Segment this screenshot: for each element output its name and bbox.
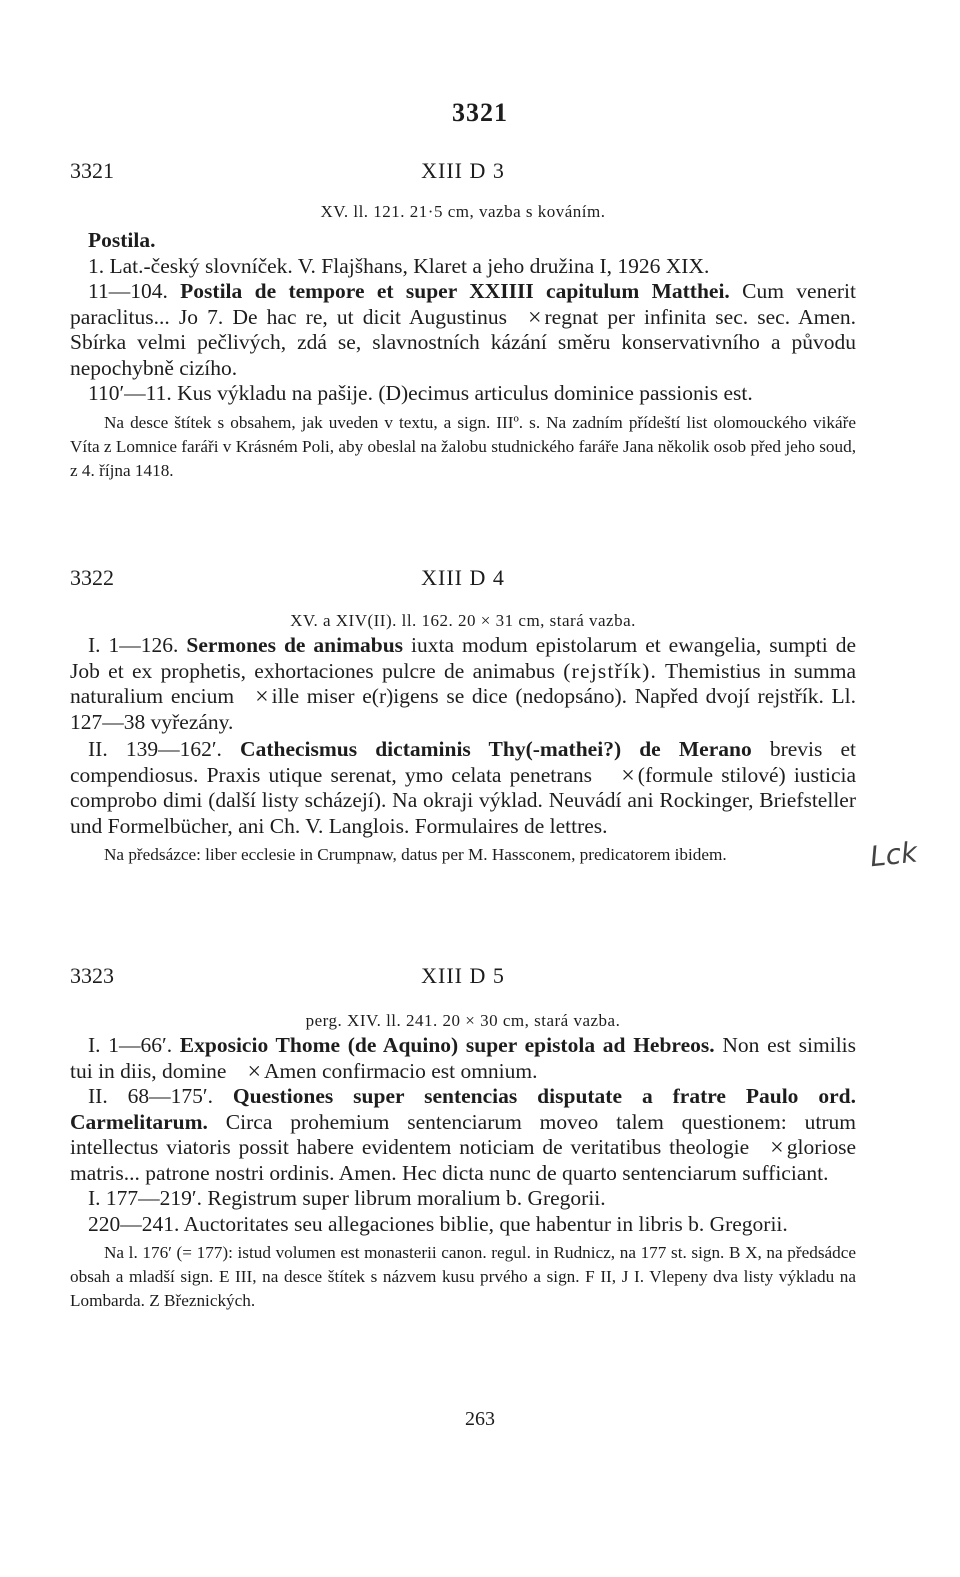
shelf-signature: XIII D 4 bbox=[421, 565, 505, 590]
cross-mark-icon: × bbox=[255, 684, 269, 710]
cross-mark-icon: × bbox=[527, 304, 542, 331]
content-text: Themistius in summa naturalium encium bbox=[70, 658, 857, 708]
work-title: Cathecismus dictaminis Thy(-mathei?) de Merano bbox=[240, 737, 752, 761]
folio-range: II. 139—162′. bbox=[88, 737, 222, 761]
content-line: I. 177—219′. Registrum super librum moralium b. Gregorii. bbox=[88, 1186, 606, 1210]
physical-description: perg. XIV. ll. 241. 20 × 30 cm, stará vazba. bbox=[305, 1011, 621, 1030]
work-title: Postila de tempore et super XXIIII capitulum Matthei. bbox=[180, 279, 730, 303]
folio-range: I. 1—66′. bbox=[88, 1033, 173, 1057]
running-head: 3321 bbox=[452, 98, 508, 127]
shelf-signature: XIII D 3 bbox=[421, 158, 505, 183]
content-paragraph bbox=[70, 737, 856, 839]
content-text: (formule stilové) iusticia comprobo dimi (další listy scházejí). Na okraji výklad. Neuvádí ani Rockinger, Briefsteller und Formelbücher, ani Ch. V. Langlois. Formulaires de lettres. bbox=[70, 762, 856, 838]
cross-mark-icon: × bbox=[247, 1058, 262, 1085]
incipit: Cum venerit paraclitus... Jo 7. De hac re, ut dicit Augustinus bbox=[70, 279, 856, 329]
work-title: Questiones super sentencias disputate a fratre Paulo ord. Carmelitarum. bbox=[70, 1084, 856, 1134]
content-paragraph bbox=[70, 1033, 856, 1084]
physical-description: XV. a XIV(II). ll. 162. 20 × 31 cm, stará vazba. bbox=[290, 611, 636, 630]
content-paragraph bbox=[70, 1084, 856, 1186]
manuscript-title: Postila. bbox=[88, 228, 156, 252]
page-number: 263 bbox=[465, 1408, 495, 1430]
handwritten-margin-note: Lck bbox=[868, 835, 919, 874]
content-line: 220—241. Auctoritates seu allegaciones biblie, que habentur in libris b. Gregorii. bbox=[88, 1211, 788, 1236]
entry-number: 3323 bbox=[70, 963, 114, 988]
folio-range: I. 1—126. bbox=[88, 633, 179, 657]
cross-mark-icon: × bbox=[621, 762, 635, 789]
provenance-note: Na l. 176′ (= 177): istud volumen est monasterii canon. regul. in Rudnicz, na 177 st. sign. B X, na předsádce obsah a mladší sign. E III, na desce štítek s názvem kusu prvého a sign. F II, J I. Vlepeny dva listy výkladu na Lombarda. Z Březnických. bbox=[70, 1243, 856, 1310]
entry-3322 bbox=[70, 565, 856, 867]
provenance-note: Na předsázce: liber ecclesie in Crumpnaw, datus per M. Hassconem, predicatorem ibidem. bbox=[104, 845, 727, 864]
content-text: iuxta modum epistolarum et ewangelia, sumpti de Job et ex prophetis, exhortaciones pulcre de animabus bbox=[70, 633, 857, 683]
entry-header bbox=[70, 158, 856, 188]
content-text: ille miser e(r)igens se dice (nedopsáno). Napřed dvojí rejstřík. Ll. 127—38 vyřezány. bbox=[70, 684, 856, 734]
content-text: brevis et compendiosus. Praxis utique serenat, ymo celata penetrans bbox=[70, 737, 857, 787]
content-text: Circa prohemium sentenciarum moveo talem questionem: utrum intellectus viatoris possit habere evidentem noticiam de veritatibus theologie bbox=[70, 1109, 857, 1159]
entry-header bbox=[70, 565, 856, 595]
folio-range: II. 68—175′. bbox=[88, 1084, 213, 1108]
content-text: Amen confirmacio est omnium. bbox=[264, 1058, 538, 1083]
physical-description: XV. ll. 121. 21·5 cm, vazba s kováním. bbox=[320, 202, 606, 221]
work-title: Sermones de animabus bbox=[186, 633, 404, 657]
content-line bbox=[70, 279, 856, 381]
content-text: Non est similis tui in diis, domine bbox=[70, 1033, 857, 1083]
explicit: regnat per infinita sec. sec. Amen. Sbírka velmi pečlivých, zdá se, slavnostních kázání směru konservativního a původu nepochybně cizího. bbox=[70, 304, 856, 380]
provenance-note: Na desce štítek s obsahem, jak uveden v textu, a sign. IIIº. s. Na zadním přídeští list olomouckého vikáře Víta z Lomnice faráři v Krásném Poli, aby obeslal na žalobu studnického faráře Jana několik osob před jeho soud, z 4. října 1418. bbox=[70, 412, 856, 480]
entry-3323 bbox=[70, 963, 856, 1313]
entry-3321 bbox=[70, 158, 856, 483]
entry-number: 3321 bbox=[70, 158, 114, 183]
content-text: gloriose matris... patrone nostri ordinis. Amen. Hec dicta nunc de quarto sentenciarum sufficiant. bbox=[70, 1135, 856, 1185]
shelf-signature: XIII D 5 bbox=[421, 963, 505, 988]
cross-mark-icon: × bbox=[770, 1135, 784, 1161]
work-title: Exposicio Thome (de Aquino) super epistola ad Hebreos. bbox=[179, 1033, 715, 1057]
content-line: 1. Lat.-český slovníček. V. Flajšhans, Klaret a jeho družina I, 1926 XIX. bbox=[88, 253, 710, 278]
folio-range: 11—104. bbox=[88, 279, 168, 303]
content-text: (rejstřík). bbox=[563, 658, 658, 683]
content-line: 110′—11. Kus výkladu na pašije. (D)ecimus articulus dominice passionis est. bbox=[88, 381, 753, 405]
entry-number: 3322 bbox=[70, 565, 114, 590]
content-paragraph bbox=[70, 633, 856, 735]
entry-header bbox=[70, 963, 856, 993]
